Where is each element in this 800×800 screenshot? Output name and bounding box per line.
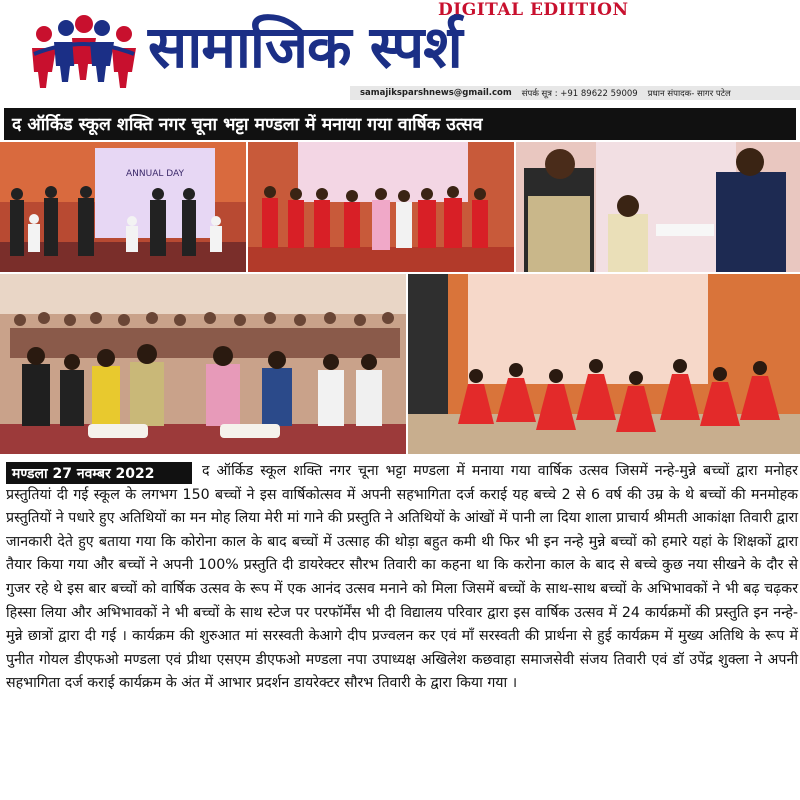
photo-dance-performance xyxy=(408,274,800,454)
masthead xyxy=(0,0,800,102)
people-logo-icon xyxy=(28,14,140,92)
newspaper-title: सामाजिक स्पर्श xyxy=(148,13,462,81)
dateline: मण्डला 27 नवम्बर 2022 xyxy=(6,462,192,484)
photo-children-stage xyxy=(248,142,514,272)
photo-award-giving xyxy=(516,142,800,272)
contact-bar xyxy=(350,86,800,100)
contact-number: संपर्क सूत्र : +91 89622 59009 xyxy=(521,88,638,99)
article-text: द ऑर्किड स्कूल शक्ति नगर चूना भट्टा मण्डला में मनाया गया वार्षिक उत्सव जिसमें नन्हे-मुन्ने बच्चों द्वारा मनोहर प्रस्तुतियां दी गई स्कूल के लगभग 150 बच्चों ने इस वार्षिकोत्सव में अपनी सहभागिता दर्ज कराई यह बच्चे 2 से 6 वर्ष की उम्र के थे बच्चों की मनमोहक प्रस्तुतियों ने पधारे हुए अतिथियों का मन मोह लिया मेरी मां गाने की प्रस्तुति ने अतिथियों के आंखों में पानी ला दिया शाला प्राचार्य श्रीमती आकांक्षा तिवारी द्वारा जानकारी देते हुए बताया गया कि कोरोना काल के बाद बच्चों में उत्साह की थोड़ा बहुत कमी थी फिर भी इन नन्हे मुन्ने बच्चों को हमारे यहां के शिक्षकों द्वारा तैयार किया गया और बच्चों ने अपनी 100% प्रस्तुति दी डायरेक्टर सौरभ तिवारी का कहना था कि करोना काल के बाद से बच्चे कुछ नया सीखने के दौर से गुजर रहे थे इस बार बच्चों को वार्षिक उत्सव के रूप में एक आनंद उत्सव मनाने को मिला जिसमें बच्चों के साथ-साथ बच्चों के अभिभावकों ने भी बढ़ चढ़कर हिस्सा लिया और अभिभावकों ने भी बच्चों के साथ स्टेज पर परफॉर्मेंस भी दी विद्यालय परिवार द्वारा इस वार्षिक उत्सव में 24 कार्यक्रमों की प्रस्तुति इन नन्हे-मुन्ने छात्रों द्वारा दी गई । कार्यक्रम की शुरुआत मां सरस्वती केआगे दीप प्रज्वलन कर एवं माँ सरस्वती की प्रार्थना से हुई कार्यक्रम में मुख्य अतिथि के रूप में पुनीत गोयल डीएफओ मण्डला एवं प्रीथा एसएम डीएफओ मण्डला नपा उपाध्यक्ष अखिलेश कछवाहा समाजसेवी संजय तिवारी एवं डॉ उपेंद्र शुक्ला ने अपनी सहभागिता दर्ज कराई कार्यक्रम के अंत में आभार प्रदर्शन डायरेक्टर सौरभ तिवारी के द्वारा किया गया । xyxy=(6,463,798,692)
stage-banner-text: ANNUAL DAY xyxy=(126,169,184,179)
photo-stage-guests xyxy=(0,142,246,272)
edition-label: DIGITAL EDIITION xyxy=(438,0,629,20)
headline: द ऑर्किड स्कूल शक्ति नगर चूना भट्टा मण्डला में मनाया गया वार्षिक उत्सव xyxy=(4,108,796,140)
dateline-spacer xyxy=(6,460,202,482)
photo-audience xyxy=(0,274,406,454)
article-body xyxy=(6,460,798,696)
email-text[interactable]: samajiksparshnews@gmail.com xyxy=(360,88,512,98)
editor-name: प्रधान संपादक- सागर पटेल xyxy=(647,88,731,99)
